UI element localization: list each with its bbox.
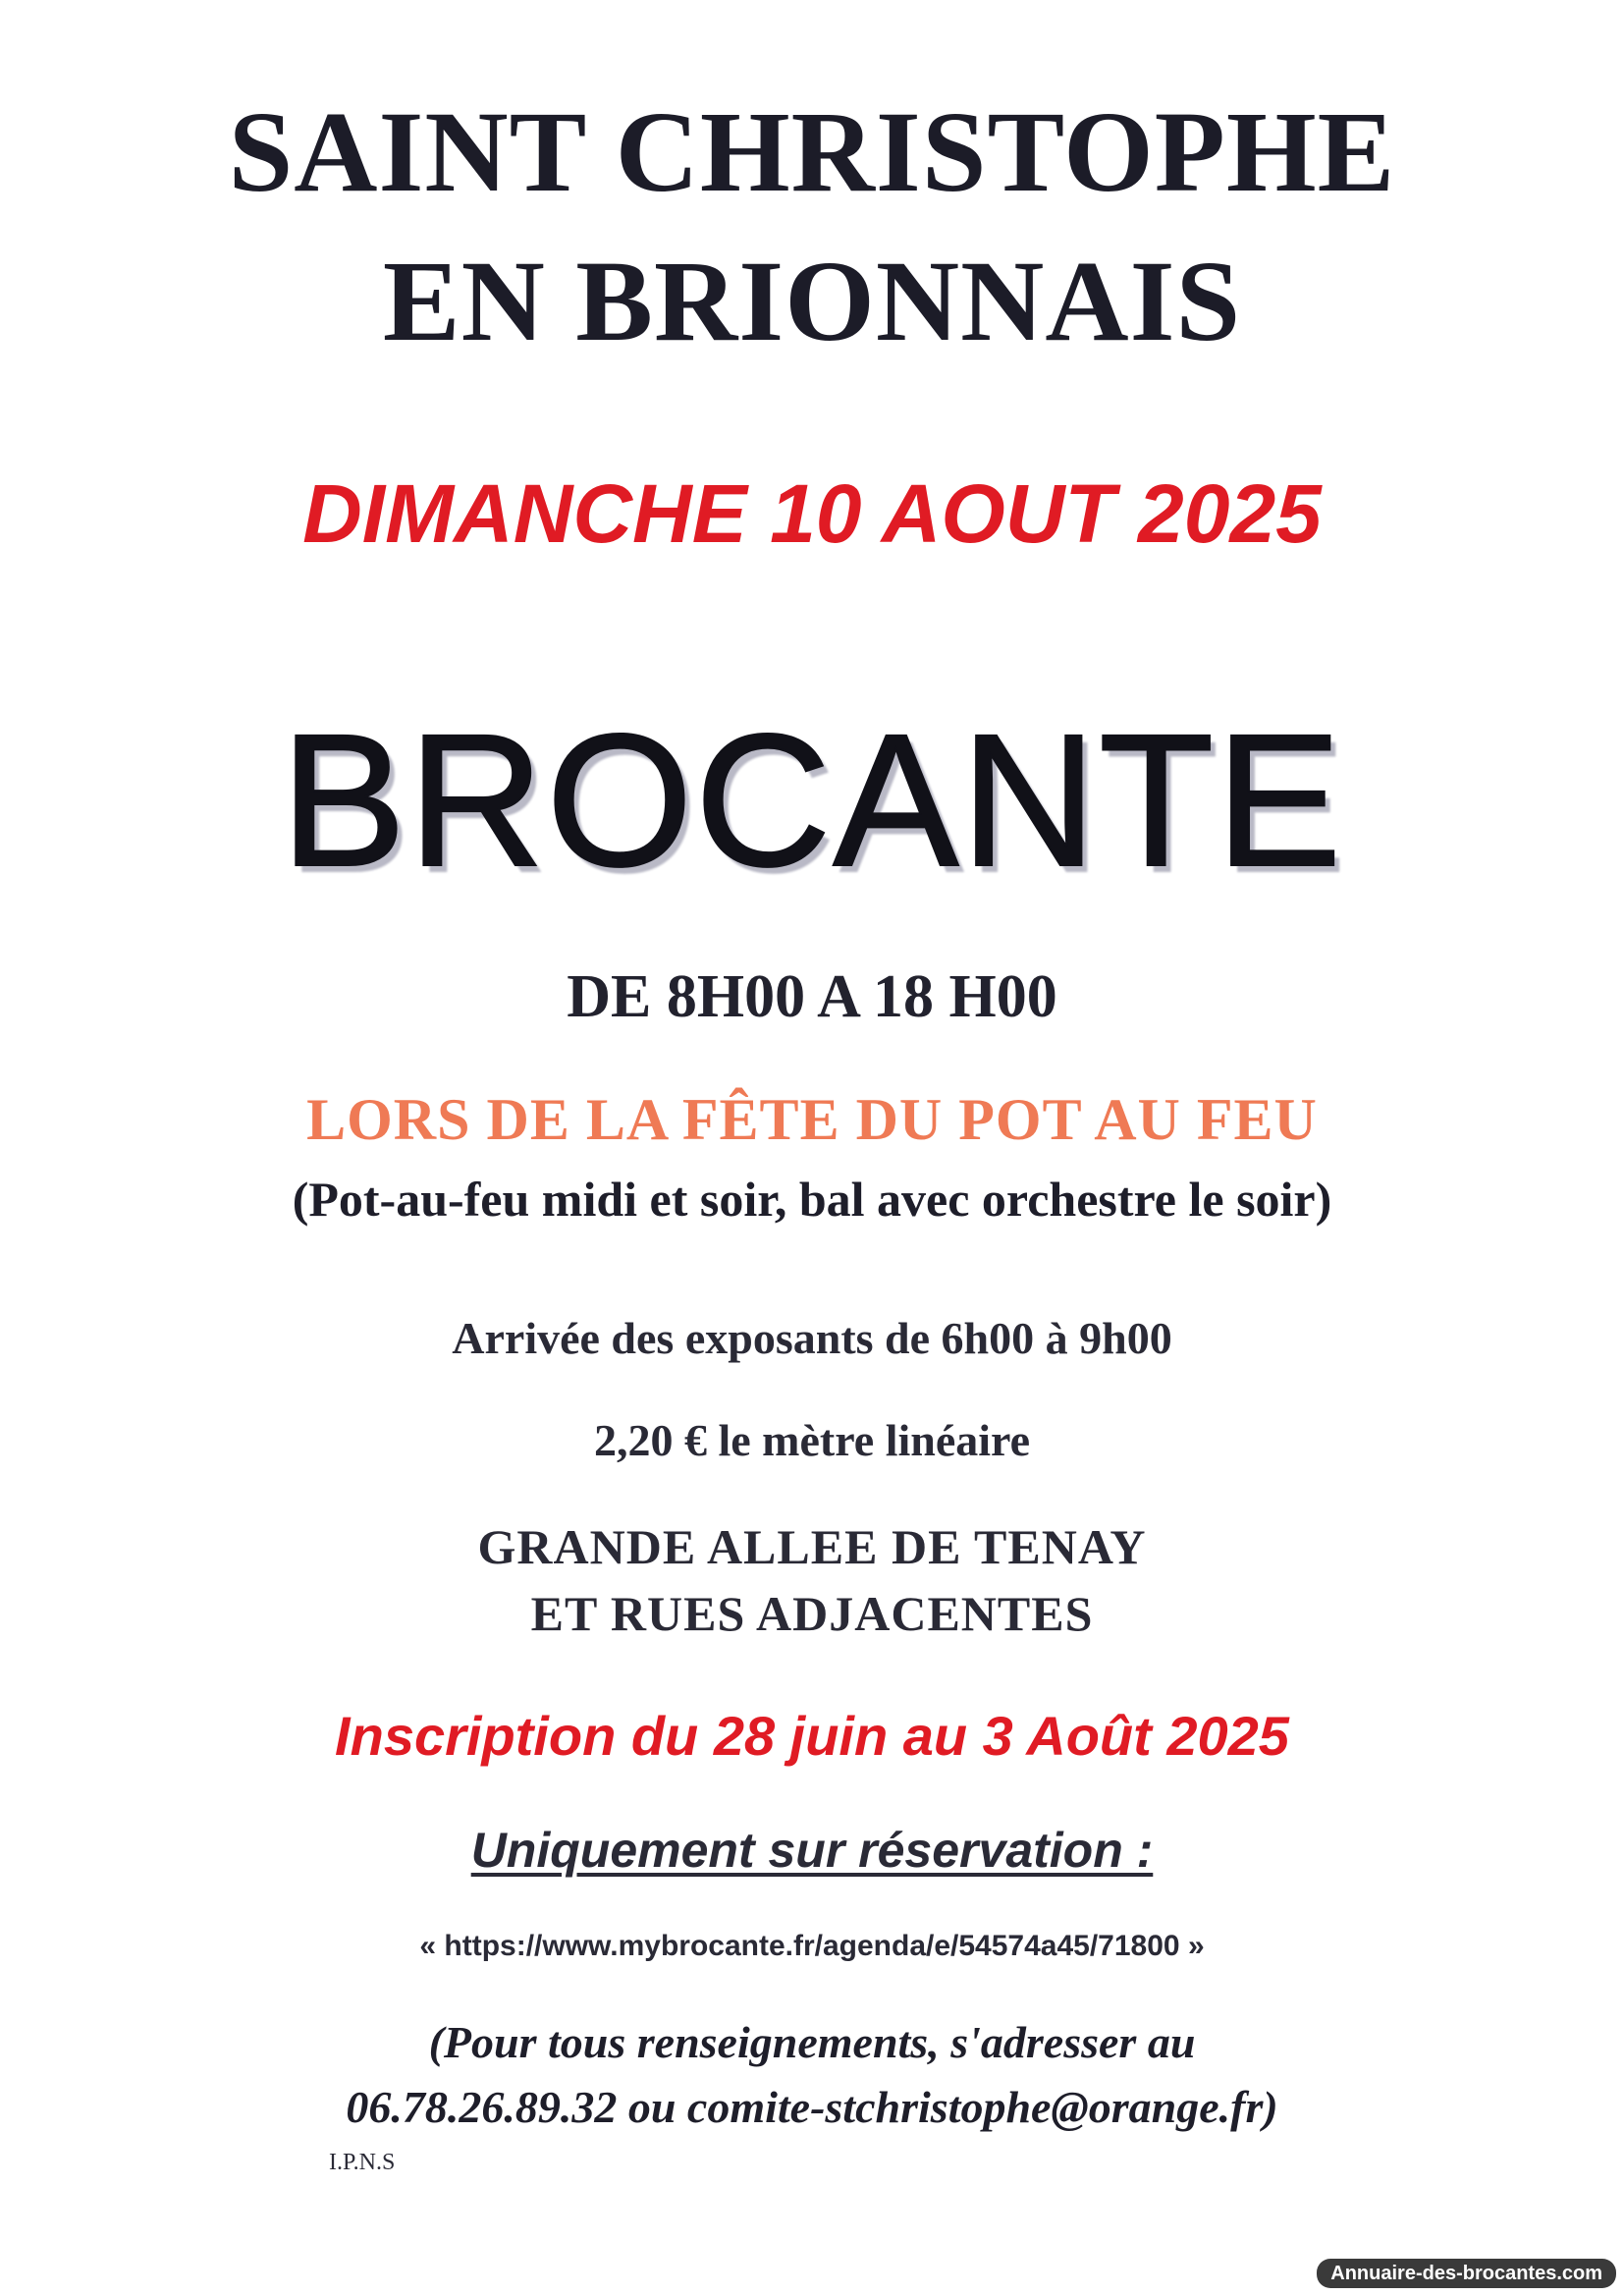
reservation-notice-text: Uniquement sur réservation : — [470, 1823, 1154, 1878]
registration-url[interactable]: « https://www.mybrocante.fr/agenda/e/54574a45/71800 » — [419, 1930, 1205, 1962]
event-title: BROCANTE — [280, 694, 1344, 905]
ipns-mention: I.P.N.S — [329, 2150, 396, 2175]
fete-detail: (Pot-au-feu midi et soir, bal avec orchestre le soir) — [292, 1172, 1332, 1227]
exhibitor-arrival: Arrivée des exposants de 6h00 à 9h00 — [452, 1313, 1172, 1363]
contact-line-2: 06.78.26.89.32 ou comite-stchristophe@orange.fr) — [346, 2082, 1278, 2132]
reservation-notice — [0, 1817, 1624, 1884]
event-hours: DE 8H00 A 18 H00 — [567, 963, 1057, 1030]
price-per-meter: 2,20 € le mètre linéaire — [593, 1415, 1031, 1465]
event-date: DIMANCHE 10 AOUT 2025 — [302, 467, 1322, 560]
town-name-line-2: EN BRIONNAIS — [382, 237, 1242, 365]
location-line-2: ET RUES ADJACENTES — [530, 1586, 1094, 1641]
registration-period: Inscription du 28 juin au 3 Août 2025 — [335, 1705, 1289, 1767]
town-name-line-1: SAINT CHRISTOPHE — [228, 87, 1396, 216]
location-line-1: GRANDE ALLEE DE TENAY — [477, 1519, 1147, 1574]
watermark-badge: Annuaire-des-brocantes.com — [1317, 2259, 1616, 2288]
fete-title: LORS DE LA FÊTE DU POT AU FEU — [306, 1087, 1318, 1152]
contact-line-1: (Pour tous renseignements, s'adresser au — [428, 2017, 1196, 2067]
